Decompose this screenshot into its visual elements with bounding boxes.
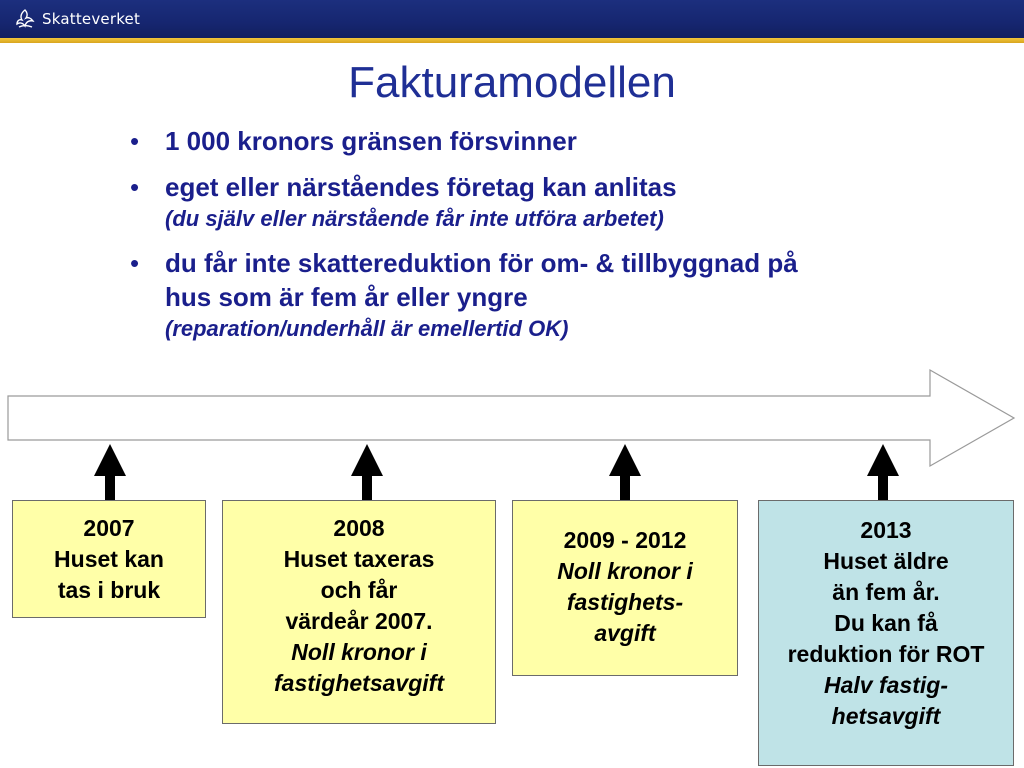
bullet-text: 1 000 kronors gränsen försvinner: [165, 126, 577, 156]
box-italic-text: Noll kronor i: [557, 558, 693, 584]
box-italic-text: avgift: [594, 620, 656, 646]
box-text: och får: [320, 577, 398, 603]
box-italic-text: hetsavgift: [831, 703, 941, 729]
bullet-subtext: (reparation/underhåll är emellertid OK): [165, 316, 569, 341]
timeline-box-2008: [222, 500, 496, 724]
bullet-text: eget eller närståendes företag kan anlitas: [165, 172, 677, 202]
bullet-list: [130, 124, 960, 356]
box-year: 2009 - 2012: [563, 527, 687, 553]
logo: [14, 6, 140, 32]
box-text: Du kan få: [834, 610, 938, 636]
skatteverket-logo-icon: [14, 8, 36, 30]
box-year: 2007: [83, 515, 135, 541]
bullet-item: [130, 124, 960, 158]
slide-title: Fakturamodellen: [348, 58, 676, 107]
bullet-dot: •: [130, 248, 140, 278]
bullet-item: [130, 170, 960, 234]
bullet-item: [130, 246, 960, 344]
logo-text: Skatteverket: [42, 10, 141, 28]
bullet-subtext: (du själv eller närstående får inte utföra arbetet): [165, 206, 664, 231]
box-text: värdeår 2007.: [285, 608, 433, 634]
box-text: Huset taxeras: [283, 546, 435, 572]
box-text: reduktion för ROT: [787, 641, 985, 667]
box-italic-text: Noll kronor i: [291, 639, 427, 665]
box-text: än fem år.: [832, 579, 940, 605]
timeline-box-2009-2012: [512, 500, 738, 676]
up-arrow-icon: [605, 444, 645, 500]
box-year: 2008: [333, 515, 385, 541]
box-text: tas i bruk: [57, 577, 161, 603]
bullet-text: du får inte skattereduktion för om- & tillbyggnad på: [165, 248, 798, 278]
box-italic-text: fastighets-: [566, 589, 684, 615]
box-text: Huset kan: [54, 546, 164, 572]
timeline-box-2013: [758, 500, 1014, 766]
header-accent-line: [0, 38, 1024, 43]
box-italic-text: fastighetsavgift: [274, 670, 444, 696]
bullet-dot: •: [130, 172, 140, 202]
box-italic-text: Halv fastig-: [824, 672, 948, 698]
up-arrow-icon: [90, 444, 130, 500]
bullet-text: hus som är fem år eller yngre: [165, 282, 528, 312]
bullet-dot: •: [130, 126, 140, 156]
box-text: Huset äldre: [823, 548, 949, 574]
up-arrow-icon: [863, 444, 903, 500]
timeline-box-2007: [12, 500, 206, 618]
header-bar: [0, 0, 1024, 38]
box-year: 2013: [860, 517, 912, 543]
up-arrow-icon: [347, 444, 387, 500]
